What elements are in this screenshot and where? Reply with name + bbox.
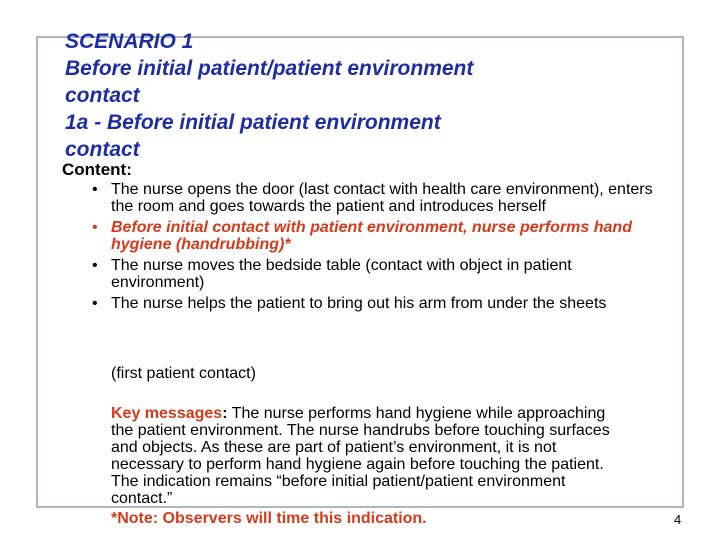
title-line-4: 1a - Before initial patient environment <box>65 111 441 134</box>
title-line-2: Before initial patient/patient environment <box>65 57 474 80</box>
title-line-3: contact <box>65 84 140 107</box>
bullet-dot-icon: • <box>92 181 98 198</box>
bullet-item <box>92 295 667 312</box>
title-line-1: SCENARIO 1 <box>65 30 194 53</box>
page-number: 4 <box>674 512 682 527</box>
key-messages-colon: : <box>222 405 228 422</box>
key-messages-label: Key messages <box>111 405 223 422</box>
bullet-dot-icon: • <box>92 295 98 312</box>
key-messages-text: The nurse performs hand hygiene while approaching the patient environment. The nurse handrubs before touching surfaces and objects. As these are part of patient’s environment, it is not necessary to perform hand hygiene again before touching the patient. The indication remains “before initial patient/patient environment contact.” <box>111 405 610 507</box>
bullet-text: The nurse moves the bedside table (contact with object in patient environment) <box>111 257 572 291</box>
bullet-item-hand-hygiene <box>92 219 667 253</box>
bullet-text: The nurse opens the door (last contact with health care environment), enters the room and goes towards the patient and introduces herself <box>111 181 653 215</box>
bullet-dot-icon: • <box>92 219 98 236</box>
bullet-item <box>92 181 667 215</box>
bullet-dot-icon: • <box>92 257 98 274</box>
slide-title <box>65 28 625 163</box>
bullet-item <box>92 257 667 291</box>
content-heading: Content: <box>62 160 132 179</box>
observer-note: *Note: Observers will time this indication. <box>111 510 427 527</box>
title-line-5: contact <box>65 138 140 161</box>
key-messages-block <box>111 405 623 527</box>
content-bullet-list <box>92 181 667 316</box>
first-patient-contact-note: (first patient contact) <box>111 365 256 382</box>
bullet-text: Before initial contact with patient environment, nurse performs hand hygiene (handrubbing)* <box>111 219 632 253</box>
bullet-text: The nurse helps the patient to bring out his arm from under the sheets <box>111 295 607 312</box>
